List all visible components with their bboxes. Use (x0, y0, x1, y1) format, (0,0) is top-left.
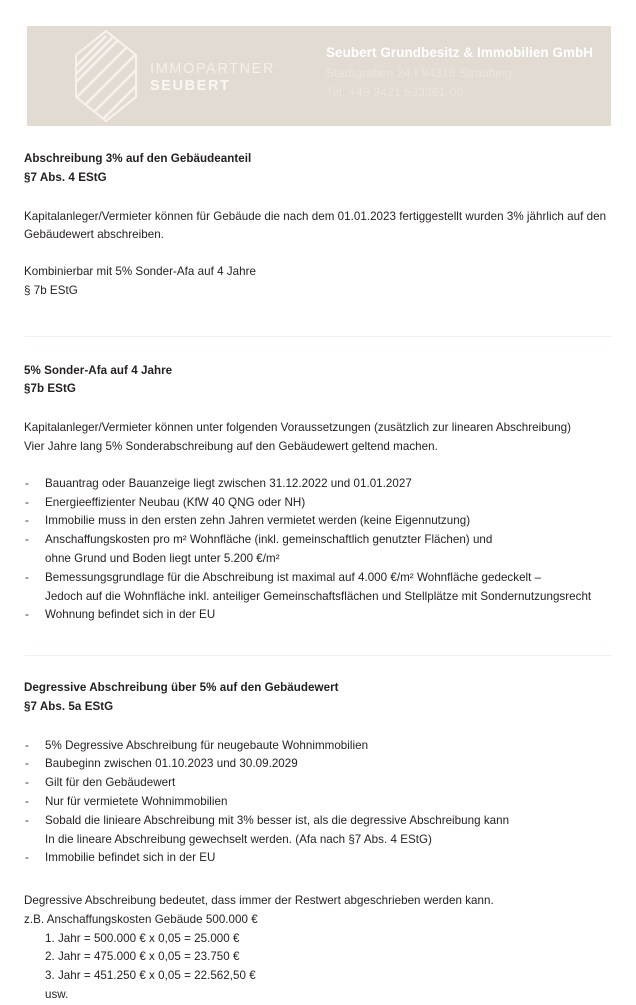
dash-bullet-icon: - (25, 794, 29, 808)
list-item (24, 737, 612, 756)
dash-bullet-icon: - (25, 851, 29, 865)
section-sonder-afa-5-prozent (24, 362, 612, 625)
document-body (24, 150, 612, 1005)
dash-bullet-icon: - (25, 533, 29, 547)
section-1-paragraph-3: § 7b EStG (24, 283, 78, 297)
logo-wordmark (150, 57, 275, 95)
section-1-paragraph-2: Kombinierbar mit 5% Sonder-Afa auf 4 Jahre (24, 265, 256, 279)
list-item-line-1: Nur für vermietete Wohnimmobilien (45, 794, 228, 808)
list-item (24, 512, 612, 531)
list-item-line-1: Gilt für den Gebäudewert (45, 776, 176, 790)
list-item (24, 569, 612, 607)
dash-bullet-icon: - (25, 776, 29, 790)
dash-bullet-icon: - (25, 608, 29, 622)
list-item (24, 793, 612, 812)
section-3-subtitle: §7 Abs. 5a EStG (24, 699, 114, 713)
list-item (24, 494, 612, 513)
list-item (24, 606, 612, 625)
dash-bullet-icon: - (25, 738, 29, 752)
dash-bullet-icon: - (25, 514, 29, 528)
dash-bullet-icon: - (25, 757, 29, 771)
list-item (24, 812, 612, 850)
list-item-line-1: Immobilie befindet sich in der EU (45, 851, 216, 865)
section-abschreibung-3-prozent (24, 150, 612, 301)
list-item-line-1: Immobilie muss in den ersten zehn Jahren vermietet werden (keine Eigennutzung) (45, 514, 471, 528)
list-item-line-1: Anschaffungskosten pro m² Wohnfläche (inkl. gemeinschaftlich genutzter Flächen) und (45, 533, 493, 547)
list-item-line-2: ohne Grund und Boden liegt unter 5.200 €/m² (45, 551, 280, 565)
section-1-title: Abschreibung 3% auf den Gebäudeanteil (24, 152, 252, 165)
section-2-intro-line-1: Kapitalanleger/Vermieter können unter folgenden Voraussetzungen (zusätzlich zur linearen Abschreibung) (24, 421, 572, 435)
section-2-title: 5% Sonder-Afa auf 4 Jahre (24, 363, 173, 377)
section-1-subtitle: §7 Abs. 4 EStG (24, 170, 107, 184)
list-item-line-1: Baubeginn zwischen 01.10.2023 und 30.09.2029 (45, 757, 298, 771)
document-header-band (27, 26, 611, 126)
calculation-row: 1. Jahr = 500.000 € x 0,05 = 25.000 € (45, 931, 240, 945)
list-item-line-1: Wohnung befindet sich in der EU (45, 608, 216, 622)
dash-bullet-icon: - (25, 570, 29, 584)
section-3-requirements-list (24, 737, 612, 868)
company-phone: Tel. +49 9421 533361-00 (326, 84, 464, 99)
company-address: Stadtgraben 24 I 94315 Straubing (326, 65, 513, 80)
section-1-paragraph-1: Kapitalanleger/Vermieter können für Gebäude die nach dem 01.01.2023 fertiggestellt wurden 3% jährlich auf den Gebäudewert abschreiben. (24, 209, 607, 242)
list-item (24, 475, 612, 494)
dash-bullet-icon: - (25, 476, 29, 490)
list-item-line-2: In die lineare Abschreibung gewechselt werden. (Afa nach §7 Abs. 4 EStG) (45, 832, 432, 846)
section-degressive-abschreibung (24, 679, 612, 1005)
section-3-explanation-line-2: z.B. Anschaffungskosten Gebäude 500.000 € (24, 912, 258, 926)
dash-bullet-icon: - (25, 813, 29, 827)
section-2-intro-line-2: Vier Jahre lang 5% Sonderabschreibung auf den Gebäudewert geltend machen. (24, 440, 438, 454)
list-item-line-2: Jedoch auf die Wohnfläche inkl. anteiliger Gemeinschaftsflächen und Stellplätze mit Sondernutzungsrecht (45, 589, 592, 603)
company-contact-block (326, 43, 593, 102)
logo-line-1: IMMOPARTNER (150, 60, 276, 77)
list-item-line-1: Sobald die linieare Abschreibung mit 3% besser ist, als die degressive Abschreibung kann (45, 813, 510, 827)
list-item-line-1: Bemessungsgrundlage für die Abschreibung ist maximal auf 4.000 €/m² Wohnfläche gedeckelt – (45, 570, 542, 584)
list-item (24, 774, 612, 793)
depreciation-calculation-list (24, 930, 612, 1005)
dash-bullet-icon: - (25, 495, 29, 509)
section-2-subtitle: §7b EStG (24, 382, 76, 396)
hexagon-house-stripes-logo-icon (72, 28, 140, 124)
list-item (24, 849, 612, 868)
section-3-title: Degressive Abschreibung über 5% auf den Gebäudewert (24, 681, 339, 695)
list-item (24, 531, 612, 569)
section-3-explanation-line-1: Degressive Abschreibung bedeutet, dass immer der Restwert abgeschrieben werden kann. (24, 894, 494, 908)
list-item-line-1: 5% Degressive Abschreibung für neugebaute Wohnimmobilien (45, 738, 369, 752)
calculation-row: usw. (45, 988, 69, 1001)
calculation-row: 2. Jahr = 475.000 € x 0,05 = 23.750 € (45, 950, 240, 964)
list-item-line-1: Energieeffizienter Neubau (KfW 40 QNG oder NH) (45, 495, 306, 509)
list-item (24, 755, 612, 774)
logo-line-2: SEUBERT (150, 78, 231, 94)
company-logo (72, 28, 275, 124)
company-name: Seubert Grundbesitz & Immobilien GmbH (326, 45, 594, 60)
list-item-line-1: Bauantrag oder Bauanzeige liegt zwischen 31.12.2022 und 01.01.2027 (45, 476, 412, 490)
calculation-row: 3. Jahr = 451.250 € x 0,05 = 22.562,50 € (45, 969, 256, 983)
section-2-requirements-list (24, 475, 612, 625)
